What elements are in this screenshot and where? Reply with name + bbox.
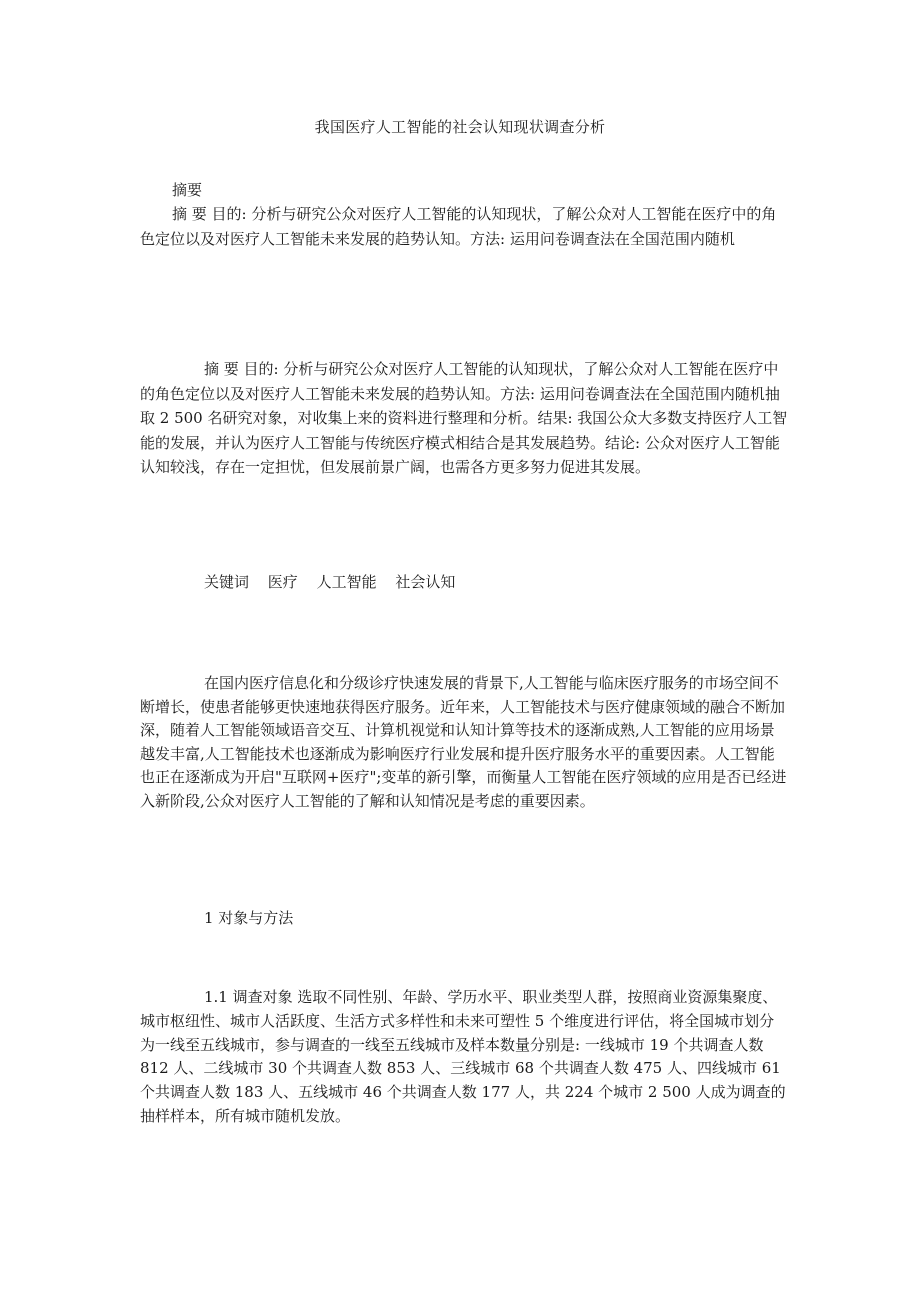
keyword-item: 人工智能 xyxy=(316,573,377,591)
keyword-item: 社会认知 xyxy=(395,573,456,591)
keywords-label: 关键词 xyxy=(204,573,250,591)
section-1-1-paragraph: 1.1 调查对象 选取不同性别、年龄、学历水平、职业类型人群，按照商业资源集聚度、城市枢纽性、城市人活跃度、生活方式多样性和未来可塑性 5 个维度进行评估，将全国城市划分为一线至五线城市，参与调查的一线至五线城市及样本数量分别是: 一线城市 19 个共调查人数 812 人、二线城市 30 个共调查人数 853 人、三线城市 68 个共调查人数 475 人、四线城市 61 个共调查人数 183 人、五线城市 46 个共调查人数 177 人，共 224 个城市 2 500 人成为调查的抽样样本，所有城市随机发放。 xyxy=(140,988,786,1125)
keywords-line xyxy=(204,570,469,595)
keyword-item: 医疗 xyxy=(267,573,298,591)
abstract-short-paragraph: 摘 要 目的: 分析与研究公众对医疗人工智能的认知现状，了解公众对人工智能在医疗中的角色定位以及对医疗人工智能未来发展的趋势认知。方法: 运用问卷调查法在全国范围内随机 xyxy=(140,205,777,248)
abstract-heading: 摘要 xyxy=(172,181,203,199)
document-title: 我国医疗人工智能的社会认知现状调查分析 xyxy=(314,118,606,136)
section-1-heading: 1 对象与方法 xyxy=(204,909,294,927)
abstract-full-paragraph: 摘 要 目的: 分析与研究公众对医疗人工智能的认知现状，了解公众对人工智能在医疗中的角色定位以及对医疗人工智能未来发展的趋势认知。方法: 运用问卷调查法在全国范围内随机抽取 2 500 名研究对象，对收集上来的资料进行整理和分析。结果: 我国公众大多数支持医疗人工智能的发展，并认为医疗人工智能与传统医疗模式相结合是其发展趋势。结论: 公众对医疗人工智能认知较浅，存在一定担忧，但发展前景广阔，也需各方更多努力促进其发展。 xyxy=(140,360,788,477)
introduction-paragraph: 在国内医疗信息化和分级诊疗快速发展的背景下,人工智能与临床医疗服务的市场空间不断增长，使患者能够更快速地获得医疗服务。近年来，人工智能技术与医疗健康领域的融合不断加深，随着人工智能领域语音交互、计算机视觉和认知计算等技术的逐渐成熟,人工智能的应用场景越发丰富,人工智能技术也逐渐成为影响医疗行业发展和提升医疗服务水平的重要因素。人工智能也正在逐渐成为开启"互联网+医疗";变革的新引擎，而衡量人工智能在医疗领域的应用是否已经进入新阶段,公众对医疗人工智能的了解和认知情况是考虑的重要因素。 xyxy=(140,674,787,810)
